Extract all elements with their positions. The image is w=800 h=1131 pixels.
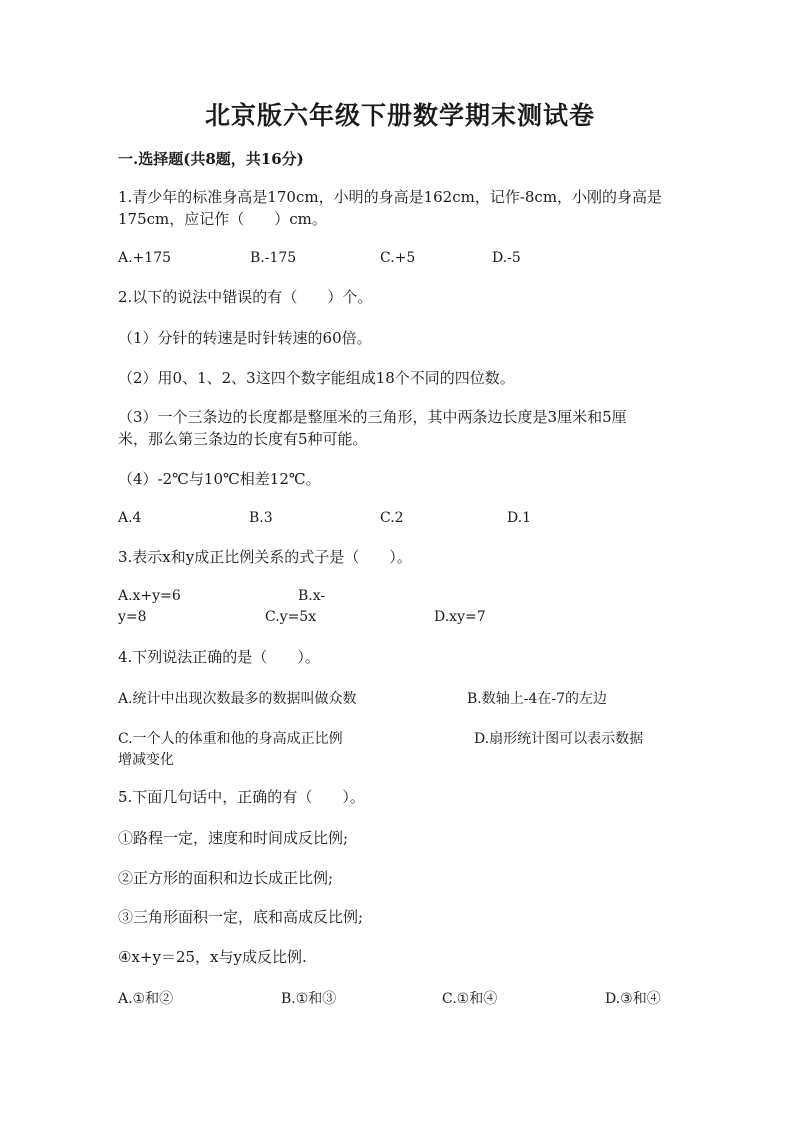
q4-option-b: B.数轴上-4在-7的左边: [467, 691, 608, 707]
section-heading: 一.选择题(共8题，共16分): [118, 150, 304, 168]
q5-statement-2: ②正方形的面积和边长成正比例;: [118, 869, 334, 887]
q5-statement-1: ①路程一定，速度和时间成反比例;: [118, 829, 349, 847]
q5-option-c: C.①和④: [442, 991, 498, 1007]
q2-statement-2: （2）用0、1、2、3这四个数字能组成18个不同的四位数。: [118, 369, 515, 387]
q4-option-d-line2: 增减变化: [118, 752, 174, 768]
q2-statement-1: （1）分针的转速是时针转速的60倍。: [118, 329, 372, 347]
q1-option-a: A.+175: [118, 250, 172, 266]
q5-statement-3: ③三角形面积一定，底和高成反比例;: [118, 908, 364, 926]
q5-option-b: B.①和③: [281, 991, 337, 1007]
q2-statement-3-line2: 米，那么第三条边的长度有5种可能。: [118, 430, 368, 448]
q4-option-a: A.统计中出现次数最多的数据叫做众数: [118, 691, 357, 707]
page-title: 北京版六年级下册数学期末测试卷: [204, 101, 595, 130]
q3-option-b-part1: B.x-: [298, 588, 326, 604]
q1-stem-line1: 1.青少年的标准身高是170cm，小明的身高是162cm，记作-8cm，小刚的身高是: [118, 188, 663, 206]
q5-option-d: D.③和④: [605, 991, 661, 1007]
q5-statement-4: ④x+y＝25，x与y成反比例.: [118, 948, 307, 966]
q2-option-b: B.3: [249, 510, 273, 526]
q3-option-d: D.xy=7: [434, 609, 486, 625]
q1-option-b: B.-175: [250, 250, 297, 266]
q2-statement-3-line1: （3）一个三条边的长度都是整厘米的三角形，其中两条边长度是3厘米和5厘: [118, 408, 627, 426]
q2-option-a: A.4: [118, 510, 142, 526]
q2-option-c: C.2: [380, 510, 404, 526]
q1-stem-line2: 175cm，应记作（ ）cm。: [118, 210, 327, 228]
q1-option-d: D.-5: [492, 250, 521, 266]
q3-stem: 3.表示x和y成正比例关系的式子是（ ）。: [118, 548, 412, 566]
q5-option-a: A.①和②: [118, 991, 174, 1007]
q3-option-b-part2: y=8: [118, 609, 147, 625]
q3-option-a: A.x+y=6: [118, 588, 181, 604]
q2-option-d: D.1: [507, 510, 532, 526]
q3-option-c: C.y=5x: [265, 609, 317, 625]
q2-statement-4: （4）-2℃与10℃相差12℃。: [118, 470, 321, 488]
q1-option-c: C.+5: [380, 250, 416, 266]
q4-option-c: C.一个人的体重和他的身高成正比例: [118, 731, 343, 747]
q4-option-d-line1: D.扇形统计图可以表示数据: [474, 731, 644, 747]
q5-stem: 5.下面几句话中，正确的有（ ）。: [118, 788, 365, 806]
q2-stem: 2.以下的说法中错误的有（ ）个。: [118, 288, 373, 306]
q4-stem: 4.下列说法正确的是（ ）。: [118, 648, 320, 666]
